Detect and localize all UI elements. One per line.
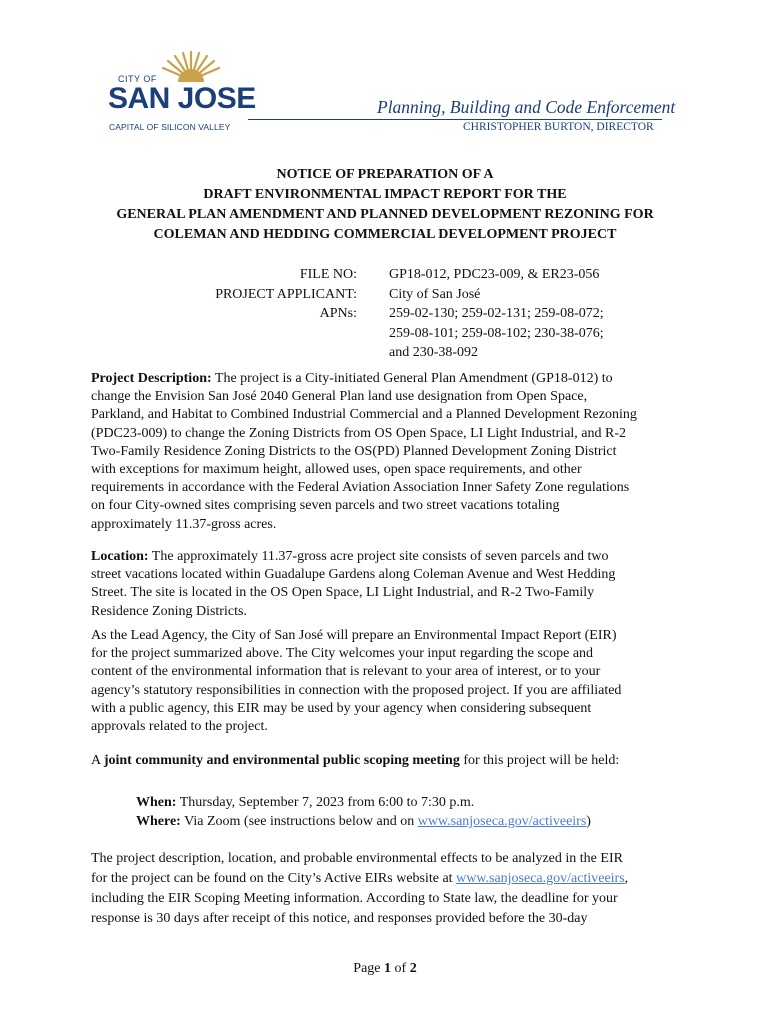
- paragraph-line: for the project summarized above. The City welcomes your input regarding the scope and: [91, 646, 594, 662]
- paragraph-line: approximately 11.37-gross acres.: [91, 516, 277, 532]
- paragraph-line: with a public agency, this EIR may be used by your agency when considering subsequent: [91, 700, 592, 716]
- paragraph-line: street vacations located within Guadalupe Gardens along Coleman Avenue and West Hedding: [91, 567, 616, 583]
- title-line: GENERAL PLAN AMENDMENT AND PLANNED DEVELOPMENT REZONING FOR: [116, 207, 654, 222]
- paragraph-line: Parkland, and Habitat to Combined Industrial Commercial and a Planned Development Rezoning: [91, 407, 637, 423]
- total-pages: 2: [409, 961, 417, 976]
- meeting-details: [136, 793, 591, 831]
- paragraph-line: As the Lead Agency, the City of San José will prepare an Environmental Impact Report (EIR): [91, 628, 617, 643]
- of-word: of: [391, 961, 410, 976]
- apns-label: APNs:: [319, 306, 357, 321]
- apns-value-line: 259-08-101; 259-08-102; 230-38-076;: [389, 325, 604, 341]
- scoping-prefix: A: [91, 753, 104, 768]
- when-value: Thursday, September 7, 2023 from 6:00 to 7:30 p.m.: [176, 795, 475, 810]
- paragraph-line: with exceptions for maximum height, allowed uses, open space requirements, and other: [91, 462, 582, 478]
- paragraph-line: Street. The site is located in the OS Open Space, LI Light Industrial, and R-2 Two-Family: [91, 585, 595, 601]
- when-label: When:: [136, 795, 177, 810]
- where-end: ): [586, 814, 591, 829]
- paragraph-line: response is 30 days after receipt of this notice, and responses provided before the 30-day: [91, 911, 588, 926]
- where-value: Via Zoom (see instructions below and on: [180, 814, 418, 829]
- active-eirs-link[interactable]: www.sanjoseca.gov/activeeirs: [456, 871, 625, 886]
- department-name: Planning, Building and Code Enforcement: [377, 97, 676, 117]
- project-description-text: The project is a City-initiated General Plan Amendment (GP18-012) to: [211, 371, 613, 386]
- city-logo: [108, 48, 256, 138]
- paragraph-line: content of the environmental information that is relevant to your area of interest, or to your: [91, 664, 601, 680]
- paragraph-line: requirements in accordance with the Federal Aviation Association Inner Safety Zone regulations: [91, 480, 630, 496]
- location-text: The approximately 11.37-gross acre project site consists of seven parcels and two: [148, 549, 609, 564]
- paragraph-line: agency’s statutory responsibilities in connection with the proposed project. If you are affiliated: [91, 682, 622, 698]
- paragraph-line: on four City-owned sites comprising seven parcels and two street vacations totaling: [91, 498, 560, 514]
- closing-paragraph: [91, 849, 691, 929]
- title-line: COLEMAN AND HEDDING COMMERCIAL DEVELOPMENT PROJECT: [153, 227, 617, 242]
- scoping-suffix: for this project will be held:: [459, 753, 620, 768]
- file-info-labels: [160, 265, 357, 324]
- closing-line-end: ,: [624, 871, 629, 886]
- paragraph-line: Two-Family Residence Zoning Districts to the OS(PD) Planned Development Zoning District: [91, 443, 617, 459]
- director-name: CHRISTOPHER BURTON, DIRECTOR: [463, 121, 654, 133]
- logo-city-of: CITY OF: [118, 74, 157, 84]
- logo-name: SAN JOSE: [108, 82, 256, 115]
- paragraph-line: Residence Zoning Districts.: [91, 603, 247, 619]
- apns-value-line: 259-02-130; 259-02-131; 259-08-072;: [389, 306, 604, 321]
- project-description-label: Project Description:: [91, 371, 212, 386]
- paragraph-line: (PDC23-009) to change the Zoning Districts from OS Open Space, LI Light Industrial, and R-2: [91, 425, 627, 441]
- file-no-label: FILE NO:: [299, 267, 357, 282]
- active-eirs-link[interactable]: www.sanjoseca.gov/activeeirs: [417, 814, 587, 829]
- closing-line-text: for the project can be found on the City’s Active EIRs website at: [91, 871, 457, 886]
- scoping-bold: joint community and environmental public scoping meeting: [103, 753, 460, 768]
- location-label: Location:: [91, 549, 149, 564]
- location-paragraph: [91, 548, 691, 621]
- apns-value-line: and 230-38-092: [389, 345, 479, 360]
- paragraph-line: including the EIR Scoping Meeting information. According to State law, the deadline for your: [91, 891, 618, 906]
- file-info-values: [389, 265, 604, 363]
- title-line: NOTICE OF PREPARATION OF A: [276, 167, 494, 182]
- page-word: Page: [353, 961, 385, 976]
- applicant-value: City of San José: [389, 286, 481, 302]
- scoping-paragraph: [91, 752, 691, 770]
- page-number: [0, 961, 770, 977]
- lead-agency-paragraph: [91, 627, 691, 736]
- file-no-value: GP18-012, PDC23-009, & ER23-056: [389, 267, 600, 282]
- header-rule: [248, 119, 662, 120]
- paragraph-line: The project description, location, and probable environmental effects to be analyzed in the EIR: [91, 851, 623, 866]
- title-line: DRAFT ENVIRONMENTAL IMPACT REPORT FOR THE: [203, 187, 567, 202]
- notice-title: [60, 165, 710, 245]
- paragraph-line: approvals related to the project.: [91, 719, 268, 735]
- project-description: [91, 370, 691, 534]
- applicant-label: PROJECT APPLICANT:: [215, 286, 357, 302]
- paragraph-line: change the Envision San José 2040 General Plan land use designation from Open Space,: [91, 389, 588, 405]
- sun-icon: [156, 48, 226, 82]
- logo-tagline: CAPITAL OF SILICON VALLEY: [109, 122, 231, 132]
- current-page: 1: [384, 961, 392, 976]
- where-label: Where:: [136, 814, 181, 829]
